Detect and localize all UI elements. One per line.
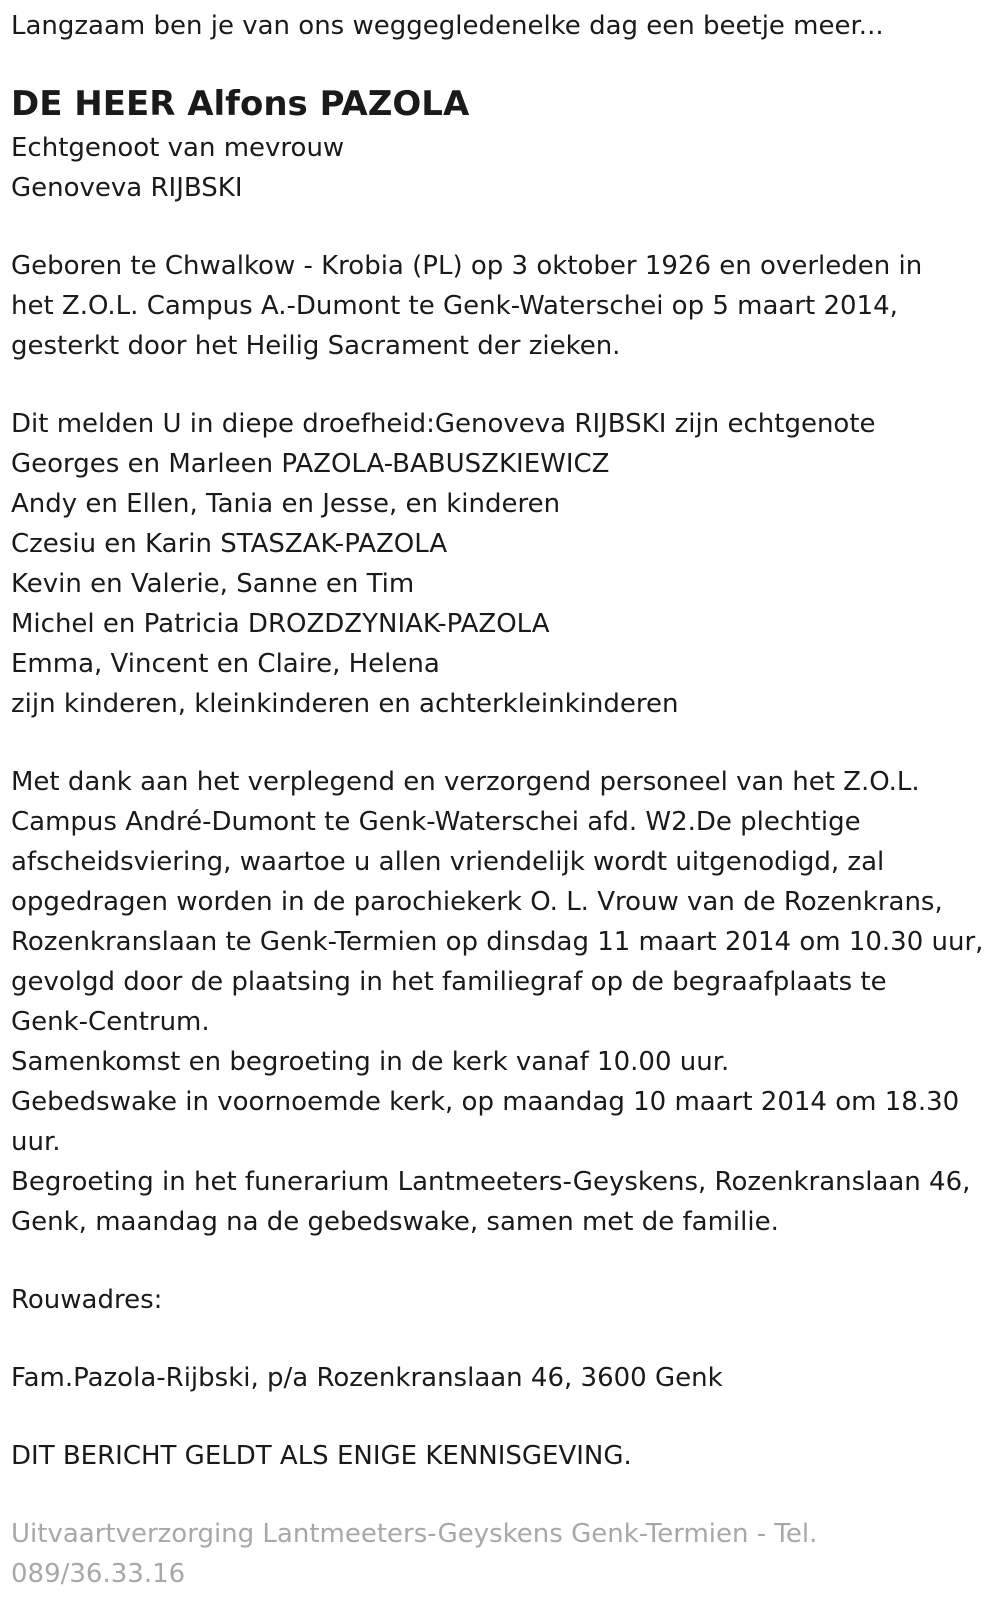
ceremony-line: opgedragen worden in de parochiekerk O. L. Vrouw van de Rozenkrans, (11, 887, 943, 917)
notice-line: DIT BERICHT GELDT ALS ENIGE KENNISGEVING. (11, 1441, 632, 1471)
mourning-address: Fam.Pazola-Rijbski, p/a Rozenkranslaan 46, 3600 Genk (11, 1363, 723, 1393)
family-line: Kevin en Valerie, Sanne en Tim (11, 569, 415, 599)
funeral-director-footer (11, 1514, 1000, 1594)
spouse-block (11, 128, 1000, 208)
family-block (11, 404, 1000, 724)
ceremony-line: Rozenkranslaan te Genk-Termien op dinsdag 11 maart 2014 om 10.30 uur, (11, 927, 984, 957)
ceremony-line: Genk, maandag na de gebedswake, samen met de familie. (11, 1207, 779, 1237)
ceremony-line: Met dank aan het verplegend en verzorgend personeel van het Z.O.L. (11, 767, 920, 797)
birth-line: het Z.O.L. Campus A.-Dumont te Genk-Waterschei op 5 maart 2014, (11, 291, 898, 321)
family-line: Emma, Vincent en Claire, Helena (11, 649, 440, 679)
ceremony-line: gevolgd door de plaatsing in het familiegraf op de begraafplaats te (11, 967, 887, 997)
birth-line: gesterkt door het Heilig Sacrament der zieken. (11, 331, 621, 361)
intro-verse: Langzaam ben je van ons weggegledenelke dag een beetje meer... (11, 11, 884, 41)
birth-death-block (11, 246, 1000, 366)
address-label: Rouwadres: (11, 1285, 163, 1315)
ceremony-line: Genk-Centrum. (11, 1007, 210, 1037)
ceremony-block (11, 762, 1000, 1242)
spouse-line: Echtgenoot van mevrouw (11, 133, 345, 163)
ceremony-line: afscheidsviering, waartoe u allen vriendelijk wordt uitgenodigd, zal (11, 847, 885, 877)
ceremony-line: Samenkomst en begroeting in de kerk vanaf 10.00 uur. (11, 1047, 730, 1077)
birth-line: Geboren te Chwalkow - Krobia (PL) op 3 oktober 1926 en overleden in (11, 251, 923, 281)
deceased-name-title: DE HEER Alfons PAZOLA (11, 84, 470, 124)
family-line: Andy en Ellen, Tania en Jesse, en kinderen (11, 489, 561, 519)
ceremony-line: Campus André-Dumont te Genk-Waterschei afd. W2.De plechtige (11, 807, 861, 837)
footer-line: Uitvaartverzorging Lantmeeters-Geyskens Genk-Termien - Tel. (11, 1519, 818, 1549)
family-line: Michel en Patricia DROZDZYNIAK-PAZOLA (11, 609, 550, 639)
ceremony-line: uur. (11, 1127, 61, 1157)
ceremony-line: Begroeting in het funerarium Lantmeeters-Geyskens, Rozenkranslaan 46, (11, 1167, 971, 1197)
family-line: Czesiu en Karin STASZAK-PAZOLA (11, 529, 448, 559)
family-line: Georges en Marleen PAZOLA-BABUSZKIEWICZ (11, 449, 610, 479)
family-line: Dit melden U in diepe droefheid:Genoveva RIJBSKI zijn echtgenote (11, 409, 876, 439)
family-line: zijn kinderen, kleinkinderen en achterkleinkinderen (11, 689, 679, 719)
footer-phone: 089/36.33.16 (11, 1559, 186, 1589)
spouse-name: Genoveva RIJBSKI (11, 173, 243, 203)
ceremony-line: Gebedswake in voornoemde kerk, op maandag 10 maart 2014 om 18.30 (11, 1087, 960, 1117)
